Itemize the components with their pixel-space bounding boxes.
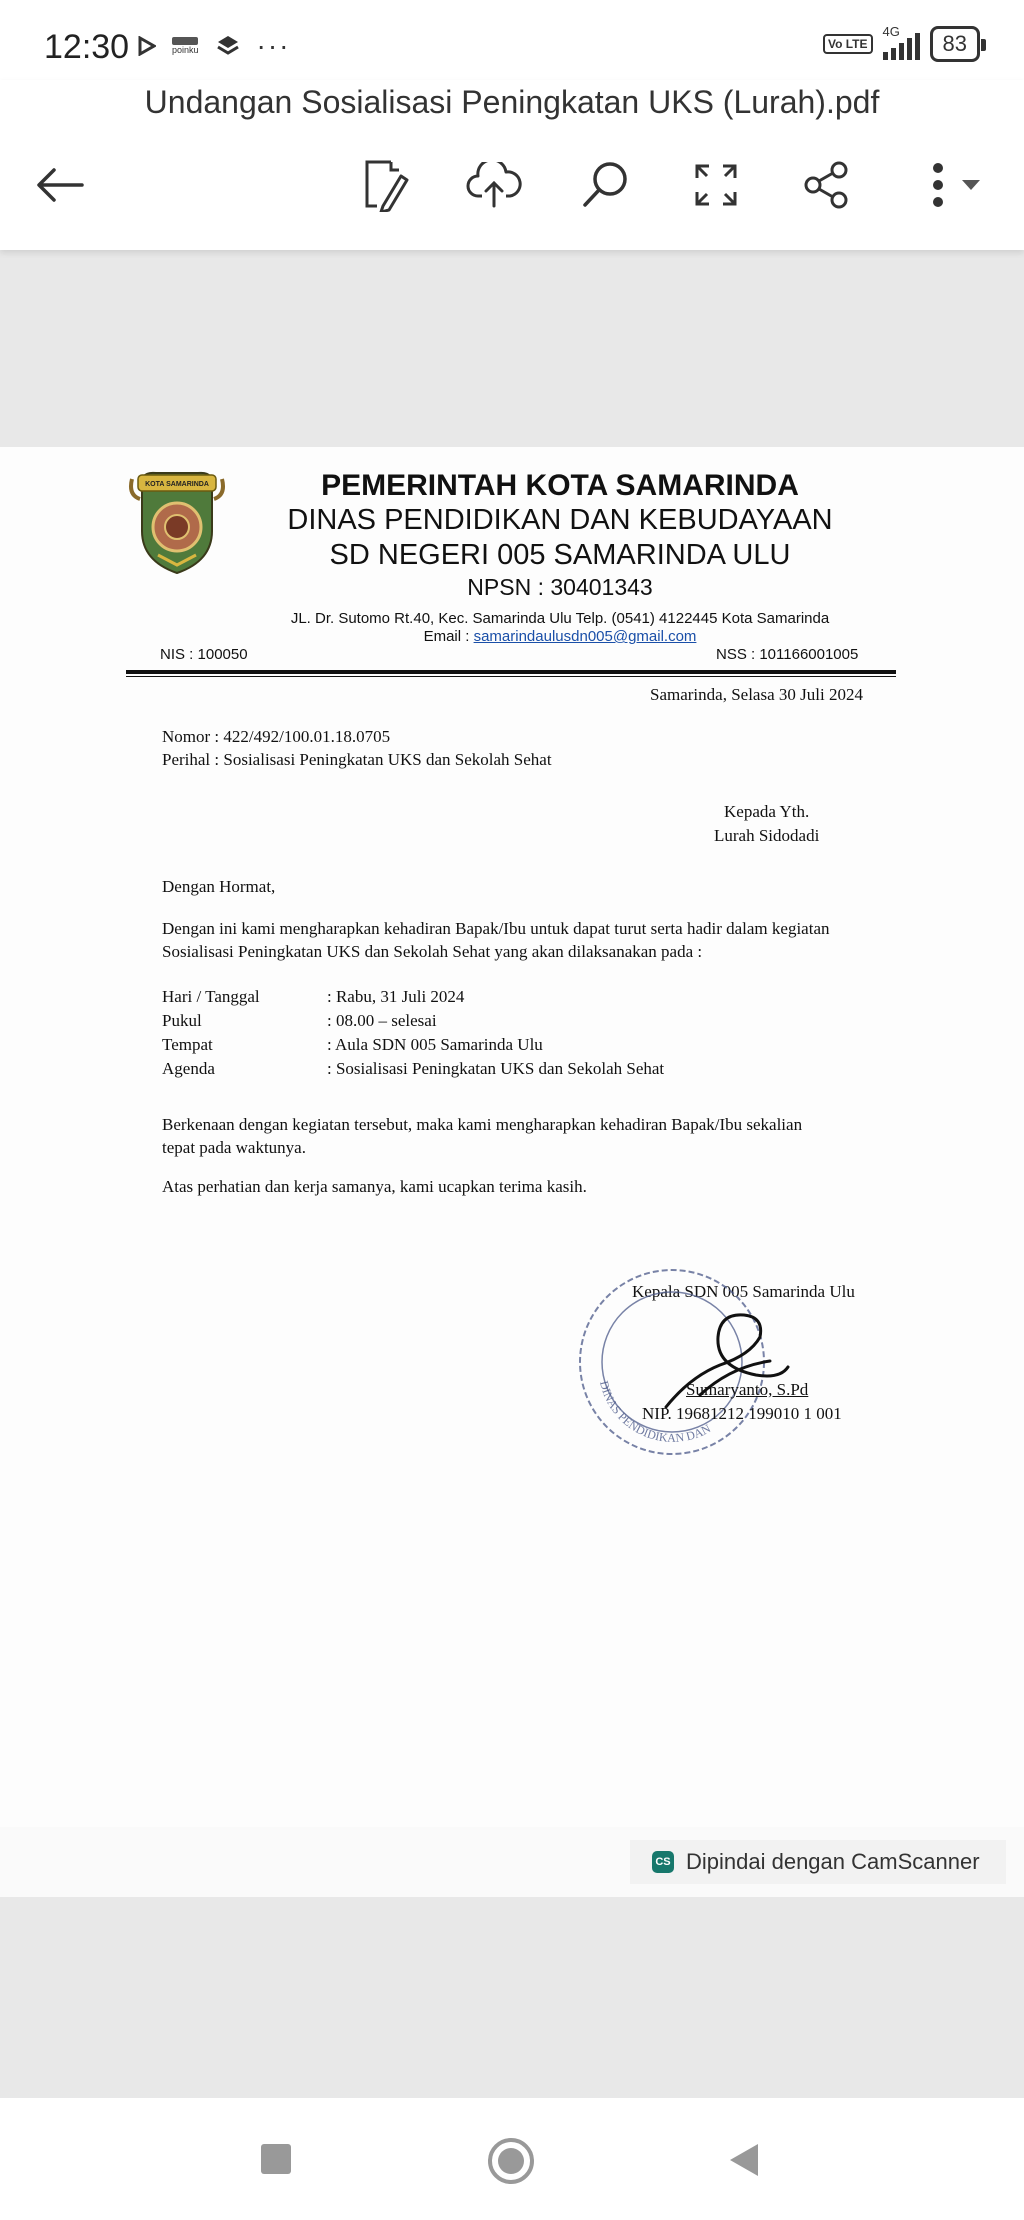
header-nis: NIS : 100050 <box>160 646 248 663</box>
share-icon <box>801 160 851 210</box>
home-button[interactable] <box>486 2136 536 2186</box>
status-notification-icons <box>138 30 291 62</box>
stamp-text: DINAS PENDIDIKAN DAN <box>596 1379 713 1445</box>
recipient-salutation: Kepada Yth. <box>724 802 810 821</box>
back-triangle-icon <box>726 2142 762 2178</box>
pdf-page <box>0 447 1024 1897</box>
signal-icon: 4G <box>883 28 920 60</box>
search-button[interactable] <box>576 155 636 215</box>
event-details: Hari / Tanggal : Rabu, 31 Juli 2024 Pukul : 08.00 – selesai Tempat : Aula SDN 005 Samarinda Ulu Agenda : Sosialisasi Peningkatan UKS dan Sekolah Sehat <box>162 987 665 1078</box>
letter-subject: Perihal : Sosialisasi Peningkatan UKS dan Sekolah Sehat <box>162 750 552 769</box>
document-title: Undangan Sosialisasi Peningkatan UKS (Lurah).pdf <box>144 84 880 120</box>
camscanner-watermark <box>630 1840 1006 1884</box>
header-npsn: NPSN : 30401343 <box>467 574 653 600</box>
expand-icon <box>693 162 739 208</box>
battery-icon: 83 <box>930 26 980 62</box>
more-vertical-icon <box>928 160 948 210</box>
cloud-upload-icon <box>466 162 522 208</box>
letter-scan <box>0 447 1024 1827</box>
header-divider <box>126 670 896 674</box>
header-line-1: PEMERINTAH KOTA SAMARINDA <box>321 469 799 502</box>
recents-button[interactable] <box>258 2141 294 2177</box>
layers-icon <box>215 33 241 59</box>
body-paragraph-1-line-2: Sosialisasi Peningkatan UKS dan Sekolah Sehat yang akan dilaksanakan pada : <box>162 942 703 961</box>
poinku-app-icon: poinku <box>172 37 199 55</box>
status-time: 12:30 <box>44 28 130 66</box>
home-circle-icon <box>486 2136 536 2186</box>
recents-square-icon <box>261 2144 291 2174</box>
header-line-3: SD NEGERI 005 SAMARINDA ULU <box>329 539 791 571</box>
signer-nip: NIP. 19681212 199010 1 001 <box>642 1404 842 1423</box>
closing-sentence: Atas perhatian dan kerja samanya, kami ucapkan terima kasih. <box>162 1177 587 1196</box>
letter-number: Nomor : 422/492/100.01.18.0705 <box>162 727 391 746</box>
header-divider-thin <box>126 676 896 677</box>
more-options-button[interactable] <box>910 155 1000 215</box>
edit-button[interactable] <box>356 155 416 215</box>
body-paragraph-2-line-2: tepat pada waktunya. <box>162 1138 306 1157</box>
status-system-icons <box>823 26 980 62</box>
body-paragraph-1-line-1: Dengan ini kami mengharapkan kehadiran Bapak/Ibu untuk dapat turut serta hadir dalam kegiatan <box>162 919 830 938</box>
body-paragraph-2-line-1: Berkenaan dengan kegiatan tersebut, maka kami mengharapkan kehadiran Bapak/Ibu sekalian <box>162 1115 803 1134</box>
pdf-toolbar <box>0 80 1024 250</box>
dropdown-arrow-icon <box>960 178 982 192</box>
handwritten-signature <box>660 1307 800 1417</box>
volte-icon: Vo LTE <box>823 34 873 54</box>
system-navigation-bar <box>0 2098 1024 2220</box>
header-nss: NSS : 101166001005 <box>716 646 859 663</box>
edit-pen-icon <box>361 158 411 212</box>
header-line-2: DINAS PENDIDIKAN DAN KEBUDAYAAN <box>287 504 833 536</box>
email-link[interactable]: samarindaulusdn005@gmail.com <box>473 628 697 645</box>
play-icon <box>138 36 156 56</box>
more-notifications-icon: ··· <box>256 30 291 61</box>
fullscreen-button[interactable] <box>686 155 746 215</box>
header-email-line: Email : samarindaulusdn005@gmail.com <box>423 628 697 645</box>
signer-name: Sumaryanto, S.Pd <box>686 1380 809 1399</box>
camscanner-label: Dipindai dengan CamScanner <box>686 1849 980 1874</box>
back-icon <box>34 165 86 205</box>
nav-back-button[interactable] <box>726 2142 762 2178</box>
upload-button[interactable] <box>464 155 524 215</box>
greeting: Dengan Hormat, <box>162 877 276 896</box>
recipient-name: Lurah Sidodadi <box>714 826 820 845</box>
header-address: JL. Dr. Sutomo Rt.40, Kec. Samarinda Ulu Telp. (0541) 4122445 Kota Samarinda <box>290 610 830 627</box>
search-icon <box>580 159 632 211</box>
camscanner-logo: CS <box>652 1851 674 1873</box>
letter-date: Samarinda, Selasa 30 Juli 2024 <box>650 685 863 704</box>
share-button[interactable] <box>796 155 856 215</box>
status-bar <box>0 0 1024 80</box>
signature-title: Kepala SDN 005 Samarinda Ulu <box>632 1282 855 1301</box>
svg-text:KOTA SAMARINDA: KOTA SAMARINDA <box>145 481 209 488</box>
back-button[interactable] <box>30 155 90 215</box>
